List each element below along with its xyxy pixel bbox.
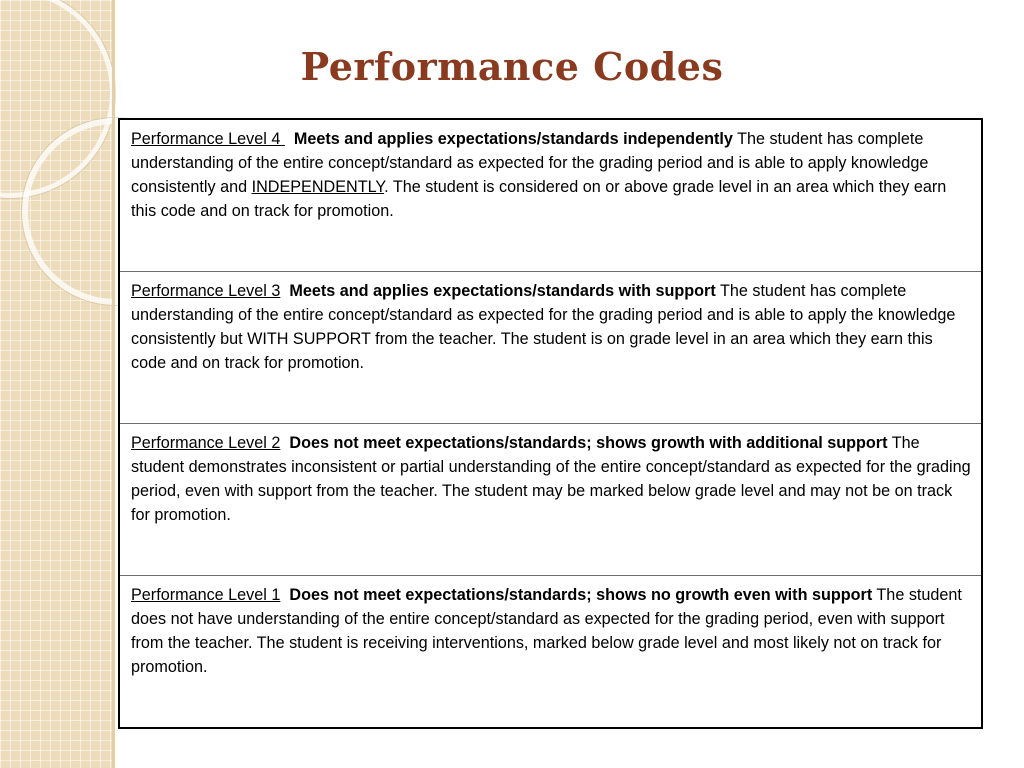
performance-codes-table — [118, 118, 983, 729]
level-label: Performance Level 1 — [131, 586, 281, 604]
slide-title-text: Performance Codes — [300, 44, 724, 89]
level-4-cell — [119, 119, 982, 272]
level-heading: Does not meet expectations/standards; shows no growth even with support — [289, 586, 873, 604]
level-description: The student has complete understanding of the entire concept/standard as expected for the grading period and is able to apply the knowledge consistently but WITH SUPPORT from the teacher. The student is on grade level in an area which they earn this code and on track for promotion. — [131, 282, 956, 372]
level-description: The student has complete understanding of the entire concept/standard as expected for the grading period and is able to apply knowledge consistently and — [131, 130, 929, 196]
level-2-cell — [119, 424, 982, 576]
table-row — [119, 424, 982, 576]
level-3-cell — [119, 272, 982, 424]
level-description-end: . The student is considered on or above grade level in an area which they earn this code and on track for promotion. — [131, 178, 947, 220]
level-label: Performance Level 3 — [131, 282, 281, 300]
level-description: The student demonstrates inconsistent or partial understanding of the entire concept/standard as expected for the grading period, even with support from the teacher. The student may be marked below grade level and may not be on track for promotion. — [131, 434, 971, 524]
table-row — [119, 119, 982, 272]
level-heading: Meets and applies expectations/standards independently — [293, 130, 733, 148]
decorative-side-strip — [0, 0, 112, 768]
table-row — [119, 576, 982, 729]
level-heading: Meets and applies expectations/standards with support — [289, 282, 716, 300]
slide-title — [0, 44, 1024, 89]
side-strip-edge — [112, 0, 115, 768]
level-description: The student does not have understanding of the entire concept/standard as expected for the grading period, even with support from the teacher. The student is receiving interventions, marked below grade level and most likely not on track for promotion. — [131, 586, 962, 676]
level-label: Performance Level 2 — [131, 434, 281, 452]
level-heading: Does not meet expectations/standards; shows growth with additional support — [289, 434, 888, 452]
table-row — [119, 272, 982, 424]
level-label: Performance Level 4 — [131, 130, 285, 148]
level-emphasis: INDEPENDENTLY — [251, 178, 385, 196]
level-1-cell — [119, 576, 982, 729]
